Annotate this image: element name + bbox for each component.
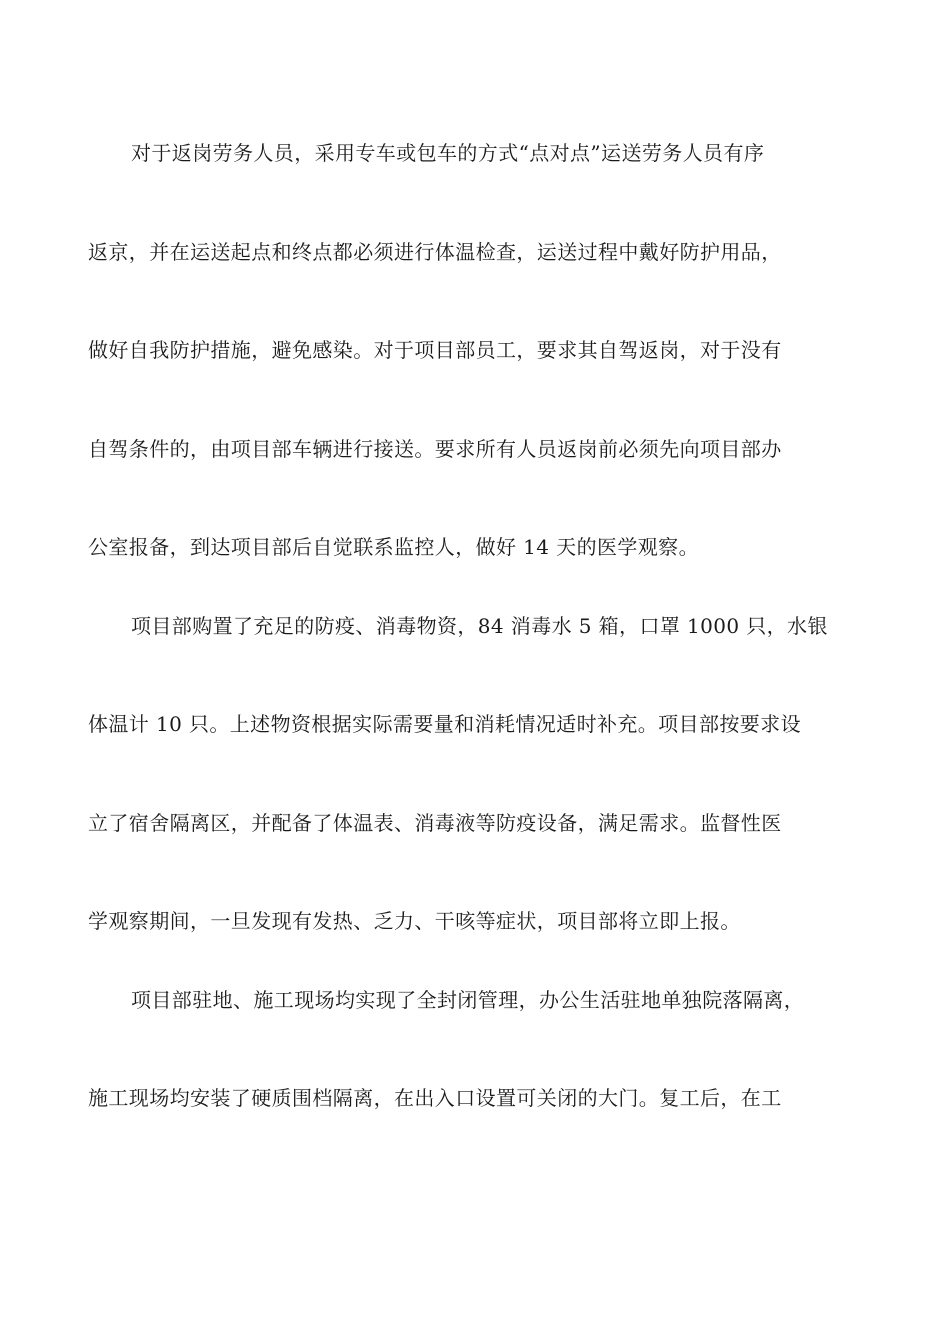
paragraph-2-line-3: 立了宿舍隔离区，并配备了体温表、消毒液等防疫设备，满足需求。监督性医 <box>88 811 782 835</box>
paragraph-1-line-3: 做好自我防护措施，避免感染。对于项目部员工，要求其自驾返岗，对于没有 <box>88 338 782 362</box>
paragraph-2-line-4: 学观察期间，一旦发现有发热、乏力、干咳等症状，项目部将立即上报。 <box>88 909 741 933</box>
paragraph-3-line-2: 施工现场均安装了硬质围档隔离，在出入口设置可关闭的大门。复工后，在工 <box>88 1086 782 1110</box>
paragraph-3-line-1: 项目部驻地、施工现场均实现了全封闭管理，办公生活驻地单独院落隔离， <box>131 988 805 1012</box>
paragraph-1-line-2: 返京，并在运送起点和终点都必须进行体温检查，运送过程中戴好防护用品， <box>88 240 782 264</box>
paragraph-1-line-1: 对于返岗劳务人员，采用专车或包车的方式“点对点”运送劳务人员有序 <box>131 141 765 165</box>
paragraph-1-line-4: 自驾条件的，由项目部车辆进行接送。要求所有人员返岗前必须先向项目部办 <box>88 437 782 461</box>
paragraph-2-line-2: 体温计 10 只。上述物资根据实际需要量和消耗情况适时补充。项目部按要求设 <box>88 712 801 736</box>
paragraph-2-line-1: 项目部购置了充足的防疫、消毒物资，84 消毒水 5 箱，口罩 1000 只，水银 <box>131 614 828 638</box>
paragraph-1-line-5: 公室报备，到达项目部后自觉联系监控人，做好 14 天的医学观察。 <box>88 535 699 559</box>
